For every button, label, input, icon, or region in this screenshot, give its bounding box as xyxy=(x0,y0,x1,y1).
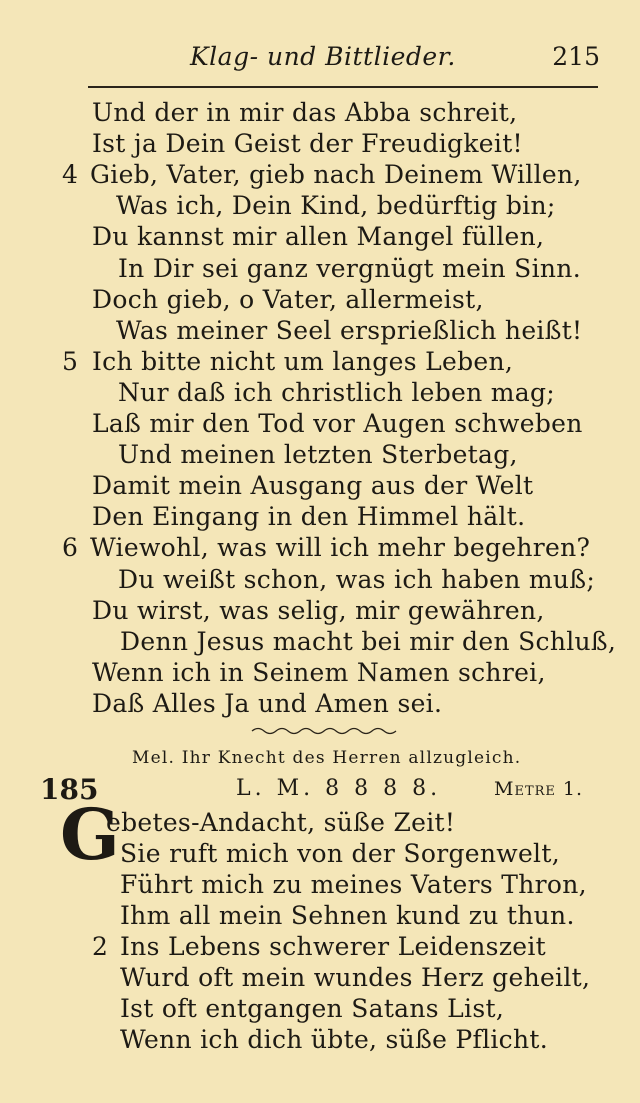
verse-line: Und der in mir das Abba schreit, xyxy=(92,98,518,127)
melody-line: Mel. Ihr Knecht des Herren allzugleich. xyxy=(132,748,522,768)
verse-line: Wiewohl, was will ich mehr begehren? xyxy=(90,533,591,563)
meter-label: L. M. 8 8 8 8. xyxy=(236,776,442,801)
verse-line: Und meinen letzten Sterbetag, xyxy=(118,440,518,470)
running-title: Klag- und Bittlieder. xyxy=(190,42,456,71)
drop-cap: G xyxy=(60,793,120,876)
verse-number: 4 xyxy=(62,160,78,190)
verse-line: Doch gieb, o Vater, allermeist, xyxy=(92,284,484,314)
verse-line: Führt mich zu meines Vaters Thron, xyxy=(120,870,587,899)
verse-line: Du wirst, was selig, mir gewähren, xyxy=(92,595,545,625)
verse-line: Du weißt schon, was ich haben muß; xyxy=(118,564,596,594)
verse-line: In Dir sei ganz vergnügt mein Sinn. xyxy=(118,253,581,283)
hymn-number: 185 xyxy=(40,773,99,806)
verse-line: Sie ruft mich von der Sorgenwelt, xyxy=(120,839,560,868)
page-number: 215 xyxy=(552,42,600,71)
page-header xyxy=(0,42,640,82)
verse-line: Wenn ich dich übte, süße Pflicht. xyxy=(120,1025,548,1054)
verse-line: Was meiner Seel ersprießlich heißt! xyxy=(116,315,583,345)
verse-line: Gieb, Vater, gieb nach Deinem Willen, xyxy=(90,160,582,190)
verse-line: Denn Jesus macht bei mir den Schluß, xyxy=(120,626,617,656)
verse-line: ebetes-Andacht, süße Zeit! xyxy=(106,808,456,837)
metre-label: Metre 1. xyxy=(494,778,584,800)
verse-line: Was ich, Dein Kind, bedürftig bin; xyxy=(116,191,556,221)
verse-line: Ist oft entgangen Satans List, xyxy=(120,994,505,1023)
verse-number: 5 xyxy=(62,346,78,376)
verse-line: Wurd oft mein wundes Herz geheilt, xyxy=(120,963,591,992)
verse-line: Daß Alles Ja und Amen sei. xyxy=(92,688,443,718)
verse-line: Wenn ich in Seinem Namen schrei, xyxy=(92,657,546,687)
verse-number: 6 xyxy=(62,533,78,563)
verse-line: Ins Lebens schwerer Leidenszeit xyxy=(120,932,547,961)
verse-line: Ich bitte nicht um langes Leben, xyxy=(92,346,514,376)
verse-line: Ist ja Dein Geist der Freudigkeit! xyxy=(92,129,523,159)
verse-line: Den Eingang in den Himmel hält. xyxy=(92,502,526,532)
header-rule xyxy=(88,86,598,88)
verse-line: Du kannst mir allen Mangel füllen, xyxy=(92,222,545,252)
verse-number: 2 xyxy=(92,932,108,961)
verse-line: Ihm all mein Sehnen kund zu thun. xyxy=(120,901,575,930)
verse-line: Laß mir den Tod vor Augen schweben xyxy=(92,409,583,438)
ornament-divider xyxy=(250,724,400,738)
verse-line: Nur daß ich christlich leben mag; xyxy=(118,377,556,407)
verse-line: Damit mein Ausgang aus der Welt xyxy=(92,471,534,501)
